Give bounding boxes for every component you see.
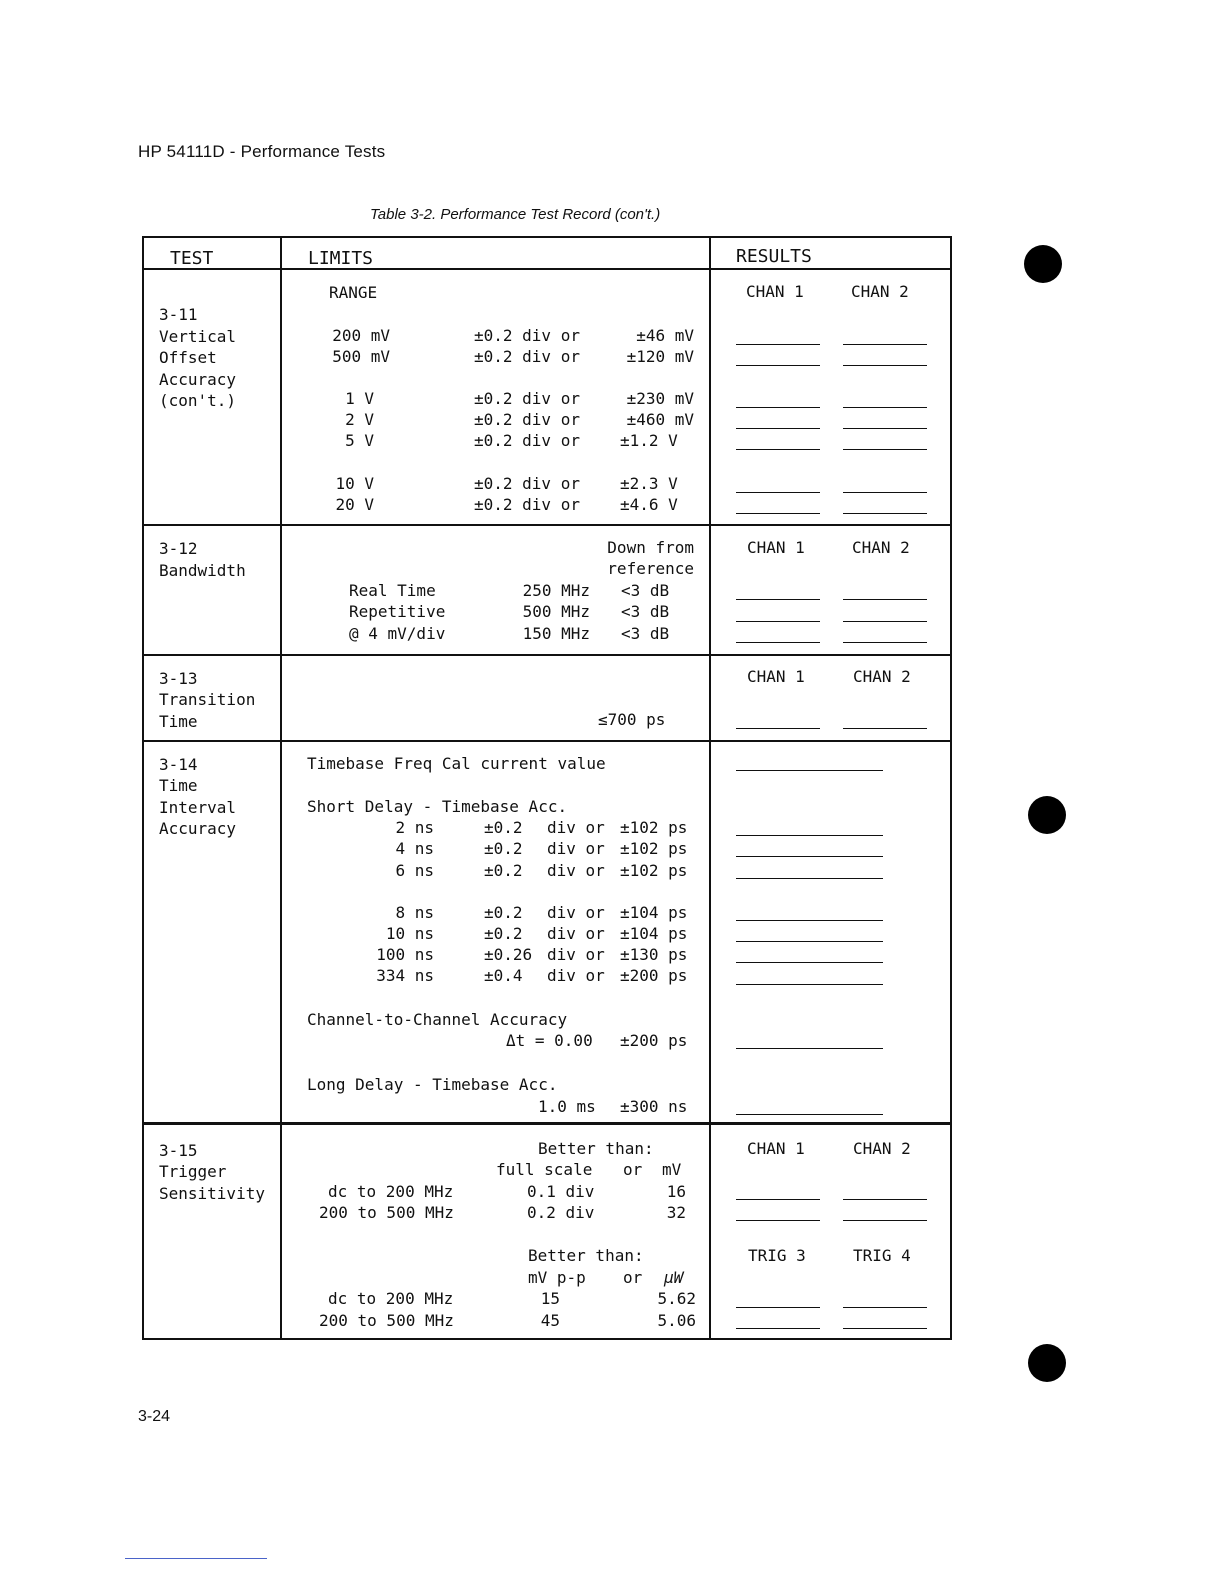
limit-div: ±0.2 div or [474,389,580,408]
result-blank-trig4[interactable] [843,1307,927,1308]
header-limits: LIMITS [308,248,374,269]
transition-time-limit: ≤700 ps [598,710,666,729]
result-blank-chan2[interactable] [843,344,927,345]
delta-t-value: Δt = 0.00 [506,1031,593,1050]
result-blank-short-delay[interactable] [736,920,883,921]
result-blank-short-delay[interactable] [736,878,883,879]
short-delay-acc: ±0.2 [484,818,523,837]
limit-value: ±46 mV [636,326,694,345]
limit-value: ±460 mV [626,410,694,429]
result-blank-chan2[interactable] [843,1199,927,1200]
header-test: TEST [170,248,214,269]
short-delay-divor: div or [547,861,605,880]
limit-value: ±230 mV [626,389,694,408]
freq-cal-label: Timebase Freq Cal current value [307,754,606,773]
trigger-range: 200 to 500 MHz [319,1311,454,1330]
footer-rule [125,1558,267,1559]
test-3-11-name-line2: Offset [159,348,217,367]
result-blank-chan1[interactable] [736,428,820,429]
result-blank-chan1[interactable] [736,492,820,493]
short-delay-acc: ±0.4 [484,966,523,985]
test-3-12-name: Bandwidth [159,561,246,580]
limit-value: ±120 mV [626,347,694,366]
punch-hole-middle [1028,796,1066,834]
microwatt-label: μW [664,1268,684,1287]
result-blank-chan1[interactable] [736,1220,820,1221]
row-divider-313 [144,654,950,656]
short-delay-ps: ±102 ps [620,839,688,858]
range-value: 5 V [345,431,374,450]
chan2-label-313: CHAN 2 [853,667,911,686]
trigger-uw: 5.06 [657,1311,696,1330]
channel-to-channel-label: Channel-to-Channel Accuracy [307,1010,568,1029]
limit-div: ±0.2 div or [474,326,580,345]
test-3-14-name-line1: Time [159,776,198,795]
range-value: 2 V [345,410,374,429]
test-3-15-name-line2: Sensitivity [159,1184,265,1203]
full-scale-label: full scale [496,1160,593,1179]
result-blank-chan1[interactable] [736,728,820,729]
chan1-label-315: CHAN 1 [747,1139,805,1158]
chan2-label-315: CHAN 2 [853,1139,911,1158]
result-blank-long-delay[interactable] [736,1114,883,1115]
result-blank-c2c[interactable] [736,1048,883,1049]
result-blank-short-delay[interactable] [736,835,883,836]
test-3-14-name-line2: Interval [159,798,237,817]
result-blank-chan1[interactable] [736,513,820,514]
short-delay-ps: ±104 ps [620,924,688,943]
short-delay-time: 8 ns [395,903,434,922]
result-blank-trig4[interactable] [843,1328,927,1329]
column-divider-results [709,238,711,1338]
long-delay-time: 1.0 ms [538,1097,596,1116]
trigger-range: dc to 200 MHz [328,1182,454,1201]
table-caption: Table 3-2. Performance Test Record (con't.) [370,206,661,223]
test-3-11-number: 3-11 [159,305,198,324]
header-divider [144,268,950,270]
short-delay-time: 2 ns [395,818,434,837]
chan2-label-311: CHAN 2 [851,282,909,301]
trigger-uw: 5.62 [657,1289,696,1308]
result-blank-short-delay[interactable] [736,856,883,857]
result-blank-chan2[interactable] [843,449,927,450]
short-delay-divor: div or [547,924,605,943]
or-label: or [623,1160,643,1179]
result-blank-chan2[interactable] [843,428,927,429]
row-divider-312 [144,524,950,526]
channel-to-channel-limit: ±200 ps [620,1031,688,1050]
test-3-12-number: 3-12 [159,539,198,558]
bandwidth-freq: 150 MHz [522,624,590,643]
result-blank-trig3[interactable] [736,1307,820,1308]
test-3-14-number: 3-14 [159,755,198,774]
short-delay-divor: div or [547,903,605,922]
short-delay-divor: div or [547,818,605,837]
test-3-13-name-line2: Time [159,712,198,731]
column-divider-test [280,238,282,1338]
trigger-div: 0.1 div [527,1182,595,1201]
short-delay-divor: div or [547,966,605,985]
better-than-label: Better than: [538,1139,654,1158]
test-3-13-number: 3-13 [159,669,198,688]
limit-value: ±1.2 V [620,431,678,450]
short-delay-time: 100 ns [376,945,434,964]
limit-value: ±4.6 V [620,495,678,514]
trigger-range: dc to 200 MHz [328,1289,454,1308]
result-blank-chan2[interactable] [843,728,927,729]
result-blank-chan1[interactable] [736,449,820,450]
punch-hole-top [1024,245,1062,283]
limit-value: ±2.3 V [620,474,678,493]
mv-pp-label: mV p-p [528,1268,586,1287]
result-blank-chan2[interactable] [843,642,927,643]
reference-label: reference [607,559,694,578]
bandwidth-mode: Repetitive [349,602,446,621]
result-blank-chan1[interactable] [736,642,820,643]
trigger-range: 200 to 500 MHz [319,1203,454,1222]
short-delay-ps: ±130 ps [620,945,688,964]
short-delay-acc: ±0.2 [484,924,523,943]
result-blank-chan2[interactable] [843,599,927,600]
short-delay-acc: ±0.2 [484,839,523,858]
result-blank-chan1[interactable] [736,407,820,408]
range-label: RANGE [329,283,378,302]
result-blank-short-delay[interactable] [736,984,883,985]
bandwidth-freq: 250 MHz [522,581,590,600]
bandwidth-mode: Real Time [349,581,436,600]
range-value: 200 mV [332,326,390,345]
bandwidth-db: <3 dB [621,624,670,643]
result-blank-chan1[interactable] [736,621,820,622]
header-results: RESULTS [736,246,812,267]
short-delay-acc: ±0.2 [484,861,523,880]
result-blank-chan2[interactable] [843,621,927,622]
limit-div: ±0.2 div or [474,474,580,493]
limit-div: ±0.2 div or [474,410,580,429]
short-delay-ps: ±200 ps [620,966,688,985]
punch-hole-bottom [1028,1344,1066,1382]
result-blank-chan2[interactable] [843,513,927,514]
long-delay-limit: ±300 ns [620,1097,688,1116]
bandwidth-db: <3 dB [621,602,670,621]
page-number: 3-24 [138,1408,171,1425]
page-header: HP 54111D - Performance Tests [138,142,386,161]
test-3-11-name-line1: Vertical [159,327,237,346]
mv-label: mV [662,1160,682,1179]
short-delay-time: 334 ns [376,966,434,985]
range-value: 500 mV [332,347,390,366]
range-value: 10 V [335,474,374,493]
row-divider-314 [144,740,950,742]
trigger-mv: 16 [666,1182,686,1201]
bandwidth-mode: @ 4 mV/div [349,624,446,643]
trig3-label: TRIG 3 [748,1246,806,1265]
down-from-label: Down from [607,538,694,557]
test-3-11-name-line4: (con't.) [159,391,237,410]
result-blank-chan2[interactable] [843,1220,927,1221]
short-delay-ps: ±102 ps [620,818,688,837]
short-delay-label: Short Delay - Timebase Acc. [307,797,568,816]
result-blank-chan1[interactable] [736,1199,820,1200]
long-delay-label: Long Delay - Timebase Acc. [307,1075,558,1094]
result-blank-chan2[interactable] [843,407,927,408]
range-value: 20 V [335,495,374,514]
test-3-15-name-line1: Trigger [159,1162,227,1181]
bandwidth-freq: 500 MHz [522,602,590,621]
result-blank-chan1[interactable] [736,344,820,345]
result-blank-short-delay[interactable] [736,962,883,963]
result-blank-chan1[interactable] [736,365,820,366]
range-value: 1 V [345,389,374,408]
chan1-label-311: CHAN 1 [746,282,804,301]
test-3-14-name-line3: Accuracy [159,819,237,838]
short-delay-acc: ±0.2 [484,903,523,922]
limit-div: ±0.2 div or [474,347,580,366]
short-delay-ps: ±104 ps [620,903,688,922]
result-blank-short-delay[interactable] [736,941,883,942]
short-delay-divor: div or [547,839,605,858]
or-label-2: or [623,1268,643,1287]
trigger-mvpp: 45 [540,1311,560,1330]
chan1-label-313: CHAN 1 [747,667,805,686]
short-delay-divor: div or [547,945,605,964]
trigger-div: 0.2 div [527,1203,595,1222]
limit-div: ±0.2 div or [474,495,580,514]
row-divider-315 [144,1122,950,1125]
short-delay-time: 10 ns [385,924,434,943]
chan1-label-312: CHAN 1 [747,538,805,557]
test-3-15-number: 3-15 [159,1141,198,1160]
trigger-mvpp: 15 [540,1289,560,1308]
better-than-label-2: Better than: [528,1246,644,1265]
result-blank-freq-cal[interactable] [736,770,883,771]
result-blank-chan2[interactable] [843,365,927,366]
result-blank-trig3[interactable] [736,1328,820,1329]
trig4-label: TRIG 4 [853,1246,911,1265]
chan2-label-312: CHAN 2 [852,538,910,557]
test-3-13-name-line1: Transition [159,690,256,709]
test-3-11-name-line3: Accuracy [159,370,237,389]
result-blank-chan2[interactable] [843,492,927,493]
performance-test-record-table [142,236,952,1340]
short-delay-acc: ±0.26 [484,945,533,964]
bandwidth-db: <3 dB [621,581,670,600]
short-delay-ps: ±102 ps [620,861,688,880]
trigger-mv: 32 [666,1203,686,1222]
short-delay-time: 6 ns [395,861,434,880]
short-delay-time: 4 ns [395,839,434,858]
limit-div: ±0.2 div or [474,431,580,450]
result-blank-chan1[interactable] [736,599,820,600]
